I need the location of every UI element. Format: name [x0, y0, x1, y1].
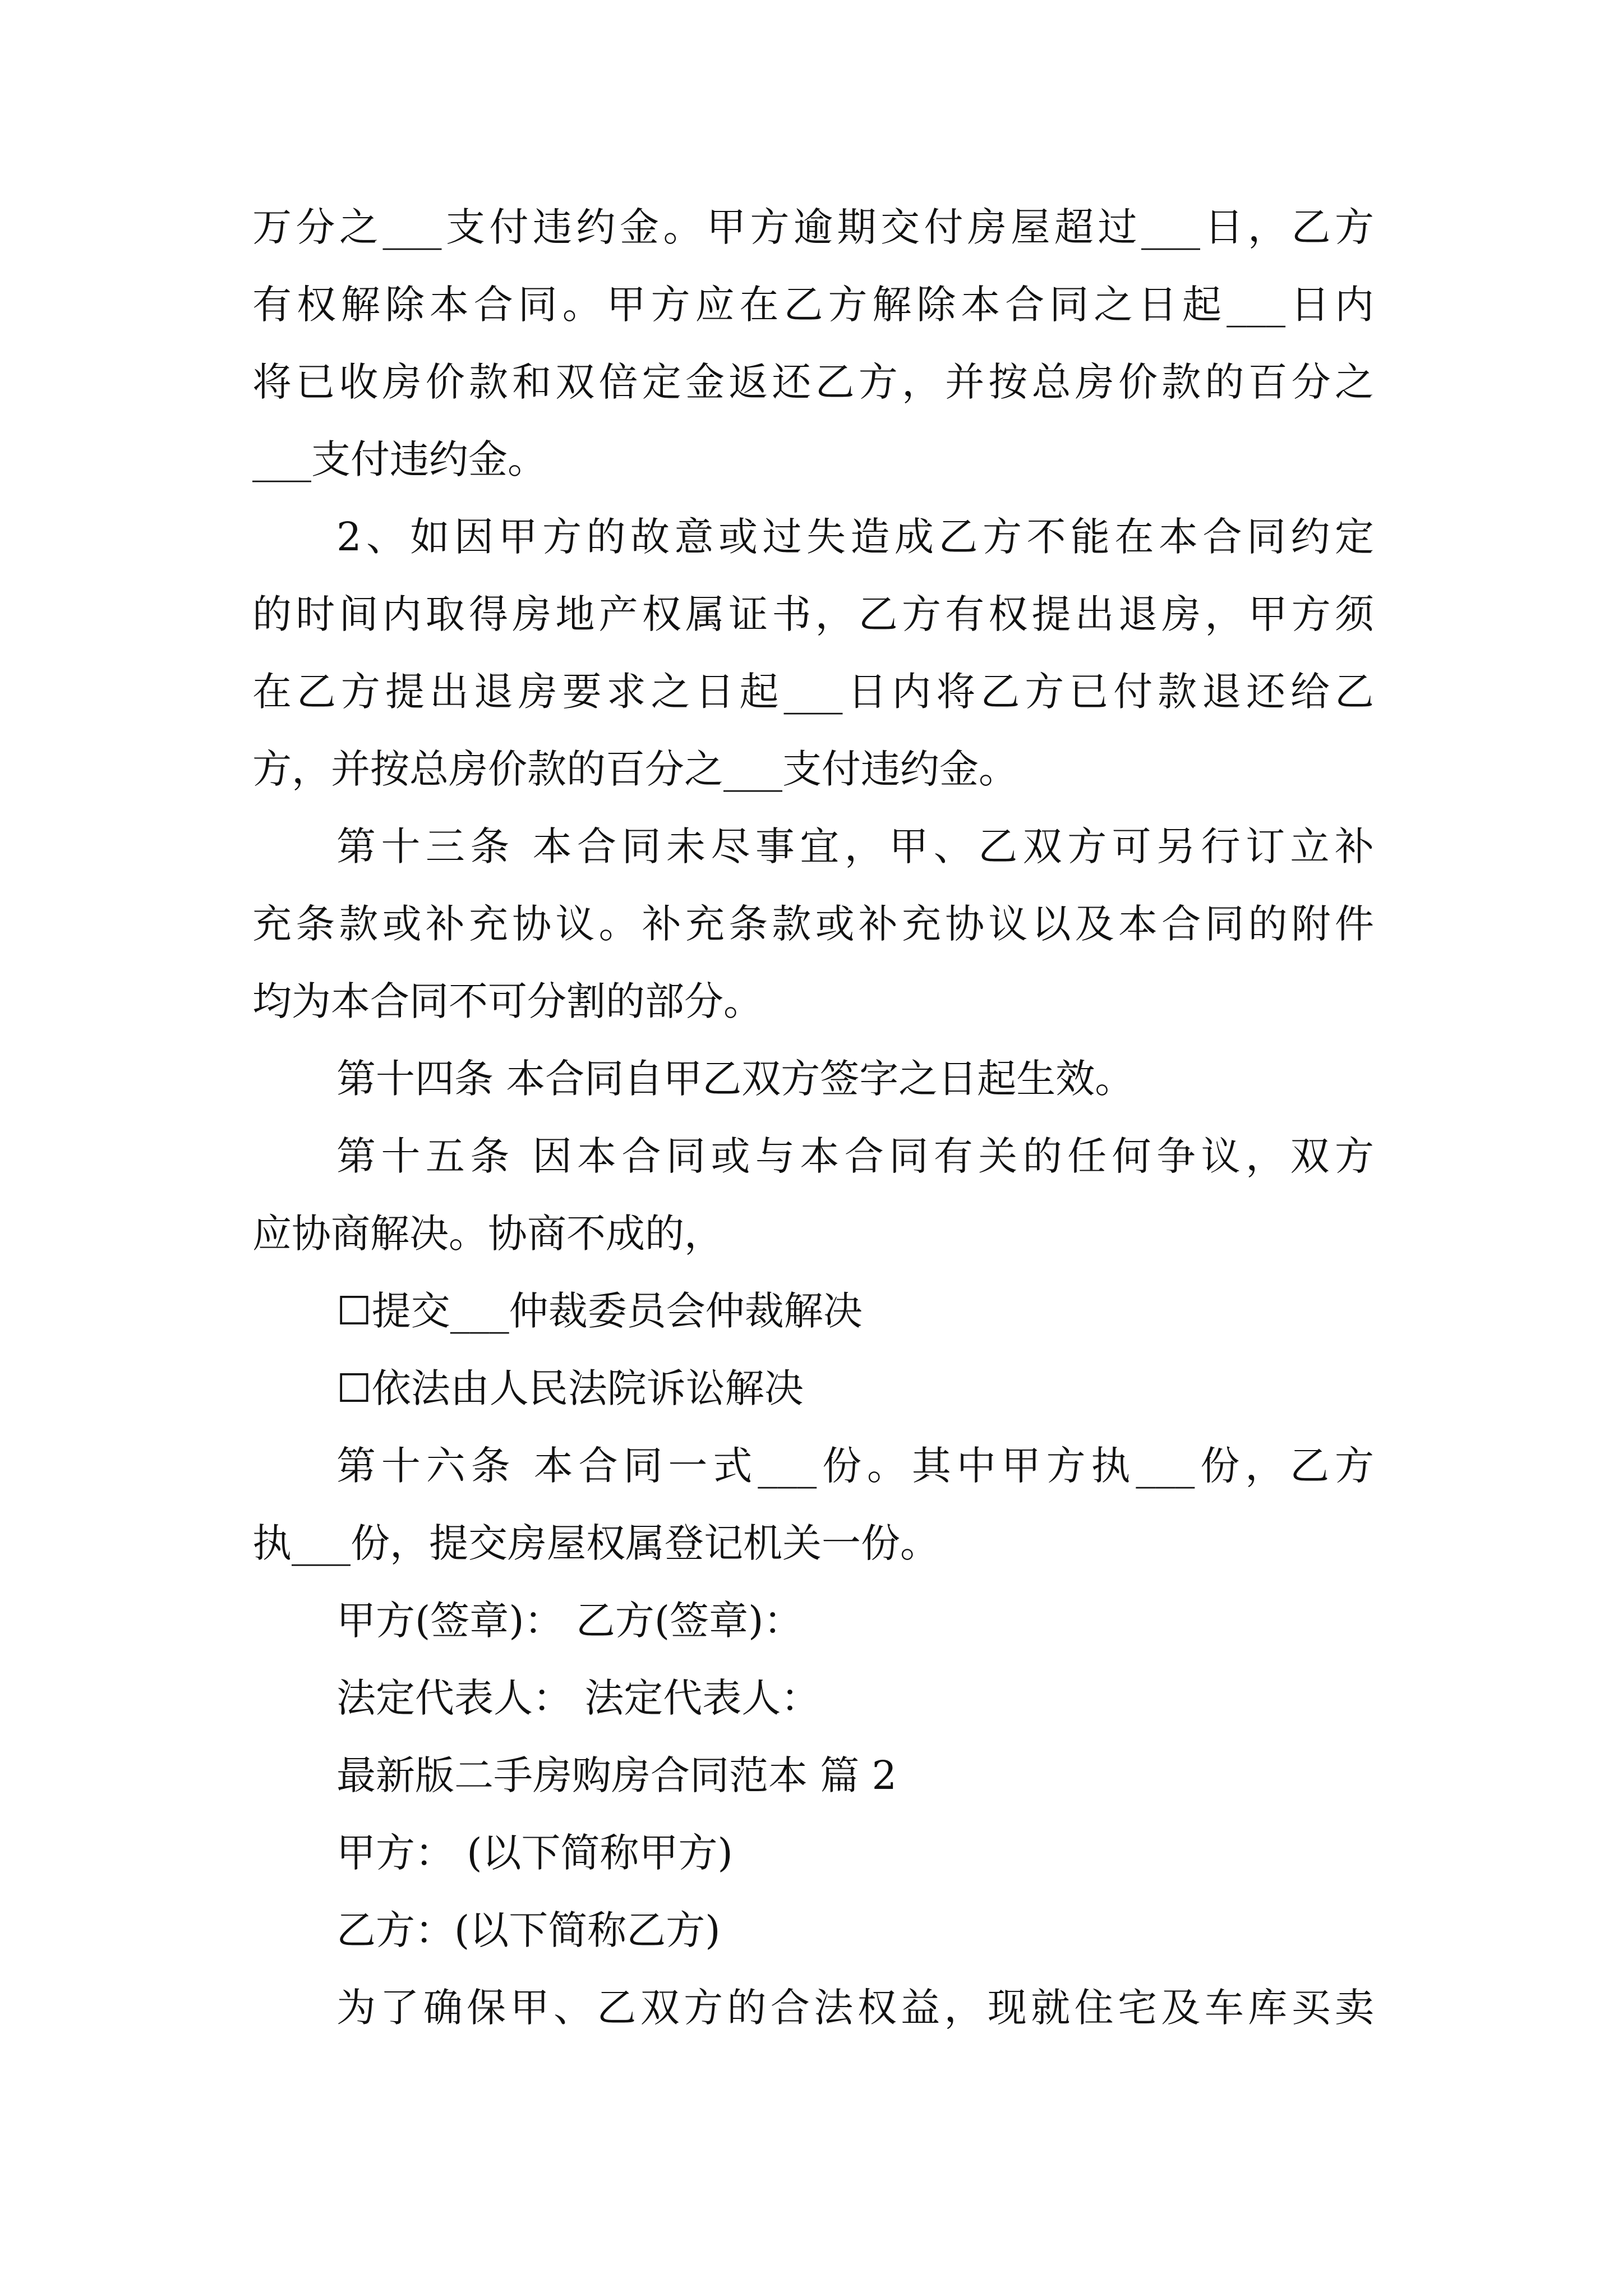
- text-line: 应协商解决。协商不成的，: [252, 1211, 723, 1257]
- text-line: 的时间内取得房地产权属证书，乙方有权提出退房，甲方须: [252, 591, 1374, 637]
- text-line: 为了确保甲、乙双方的合法权益，现就住宅及车库买卖: [336, 1985, 1374, 2031]
- text-line: 充条款或补充协议。补充条款或补充协议以及本合同的附件: [252, 901, 1374, 947]
- text-line: 将已收房价款和双倍定金返还乙方，并按总房价款的百分之: [252, 359, 1374, 405]
- text-line: 方，并按总房价款的百分之___支付违约金。: [252, 746, 1018, 792]
- text-line: 万分之___支付违约金。甲方逾期交付房屋超过___日，乙方: [252, 204, 1374, 250]
- text-line: 2、如因甲方的故意或过失造成乙方不能在本合同约定: [336, 514, 1374, 560]
- representative-line: 法定代表人： 法定代表人：: [336, 1675, 820, 1721]
- text-line: 有权解除本合同。甲方应在乙方解除本合同之日起___日内: [252, 282, 1374, 328]
- text-line: 第十六条 本合同一式___份。其中甲方执___份，乙方: [336, 1443, 1374, 1489]
- text-line: 第十三条 本合同未尽事宜，甲、乙双方可另行订立补: [336, 823, 1374, 869]
- checkbox-option-arbitration: ☐提交___仲裁委员会仲裁解决: [336, 1288, 863, 1334]
- text-line: 均为本合同不可分割的部分。: [252, 978, 763, 1024]
- text-line: 第十五条 因本合同或与本合同有关的任何争议，双方: [336, 1133, 1374, 1179]
- party-b-line: 乙方：(以下简称乙方): [336, 1907, 721, 1953]
- text-line: ___支付违约金。: [252, 436, 547, 482]
- section-heading: 最新版二手房购房合同范本 篇 2: [336, 1752, 897, 1798]
- party-a-line: 甲方： (以下简称甲方): [336, 1830, 733, 1876]
- text-line: 执___份，提交房屋权属登记机关一份。: [252, 1520, 939, 1566]
- text-line: 在乙方提出退房要求之日起___日内将乙方已付款退还给乙: [252, 669, 1374, 715]
- checkbox-option-litigation: ☐依法由人民法院诉讼解决: [336, 1365, 804, 1411]
- signature-line: 甲方(签章)： 乙方(签章)：: [336, 1598, 803, 1644]
- text-line: 第十四条 本合同自甲乙双方签字之日起生效。: [336, 1056, 1135, 1102]
